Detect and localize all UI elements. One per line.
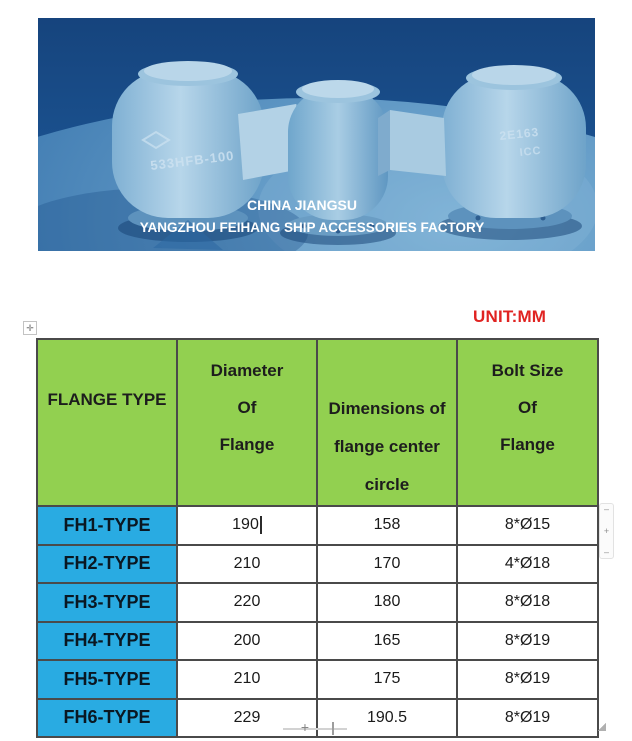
- text-caret: [260, 516, 262, 534]
- right-device-marking-line2: ICC: [519, 144, 543, 159]
- unit-label: UNIT:MM: [473, 307, 547, 326]
- diameter-cell[interactable]: 200: [177, 622, 317, 661]
- bolt-size-cell[interactable]: 4*Ø18: [457, 545, 598, 584]
- scroll-plus-icon[interactable]: +: [603, 525, 610, 536]
- flange-type-cell[interactable]: FH5-TYPE: [37, 660, 177, 699]
- table-row: [37, 545, 598, 584]
- scrollbar-tick: [332, 722, 334, 735]
- dimensions-cell[interactable]: 175: [317, 660, 457, 699]
- bolt-size-cell[interactable]: 8*Ø15: [457, 506, 598, 545]
- header-diameter[interactable]: [177, 339, 317, 506]
- photo-caption-line1: CHINA JIANGSU: [247, 197, 357, 213]
- scroll-dash-bottom: ‒: [603, 547, 609, 557]
- table-header-row: [37, 339, 598, 506]
- right-device-marking-line1: 2E163: [498, 124, 540, 143]
- diameter-cell[interactable]: 220: [177, 583, 317, 622]
- table-row: [37, 660, 598, 699]
- flange-spec-table: [36, 338, 599, 738]
- bolt-size-cell[interactable]: 8*Ø19: [457, 699, 598, 738]
- header-bolt-line1: Bolt Size: [491, 361, 564, 380]
- photo-caption-line2: YANGZHOU FEIHANG SHIP ACCESSORIES FACTORY: [139, 220, 485, 235]
- horizontal-scrollbar-track[interactable]: [283, 728, 347, 730]
- vertical-scrollbar-fragment[interactable]: [599, 503, 614, 559]
- table-row: [37, 622, 598, 661]
- header-diameter-line2: Of: [237, 398, 257, 417]
- add-row-plus-icon[interactable]: +: [300, 719, 310, 735]
- flange-type-cell[interactable]: FH6-TYPE: [37, 699, 177, 738]
- bolt-size-cell[interactable]: 8*Ø18: [457, 583, 598, 622]
- dimensions-cell[interactable]: 165: [317, 622, 457, 661]
- diameter-cell[interactable]: 229: [177, 699, 317, 738]
- left-device-marking: 533HFB-100: [149, 147, 236, 173]
- table-row: [37, 699, 598, 738]
- dimensions-cell[interactable]: 180: [317, 583, 457, 622]
- flange-type-cell[interactable]: FH2-TYPE: [37, 545, 177, 584]
- dimensions-cell[interactable]: 170: [317, 545, 457, 584]
- header-dimensions-line3: circle: [364, 475, 410, 494]
- flange-type-cell[interactable]: FH3-TYPE: [37, 583, 177, 622]
- diameter-cell[interactable]: 210: [177, 545, 317, 584]
- bolt-size-cell[interactable]: 8*Ø19: [457, 660, 598, 699]
- flange-type-cell[interactable]: FH4-TYPE: [37, 622, 177, 661]
- header-dimensions[interactable]: [317, 339, 457, 506]
- table-resize-handle-icon[interactable]: [597, 722, 606, 731]
- table-move-handle-icon[interactable]: ✛: [23, 321, 37, 335]
- scroll-dash-top: ‒: [603, 504, 609, 514]
- dimensions-cell[interactable]: 190.5: [317, 699, 457, 738]
- header-dimensions-line2: flange center: [334, 437, 440, 456]
- header-flange-type[interactable]: FLANGE TYPE: [37, 339, 177, 506]
- header-diameter-line1: Diameter: [210, 361, 284, 380]
- table-row: [37, 583, 598, 622]
- table-row: [37, 506, 598, 545]
- diameter-cell[interactable]: [177, 506, 317, 545]
- flange-type-cell[interactable]: FH1-TYPE: [37, 506, 177, 545]
- diameter-cell[interactable]: 210: [177, 660, 317, 699]
- header-bolt-line2: Of: [518, 398, 537, 417]
- header-diameter-line3: Flange: [219, 435, 275, 454]
- header-bolt-line3: Flange: [500, 435, 555, 454]
- product-photo: [38, 18, 595, 251]
- dimensions-cell[interactable]: 158: [317, 506, 457, 545]
- header-bolt-size[interactable]: [457, 339, 598, 506]
- header-dimensions-line1: Dimensions of: [328, 399, 446, 418]
- product-photo-canvas: [38, 18, 595, 251]
- bolt-size-cell[interactable]: 8*Ø19: [457, 622, 598, 661]
- diameter-value: 190: [232, 516, 259, 534]
